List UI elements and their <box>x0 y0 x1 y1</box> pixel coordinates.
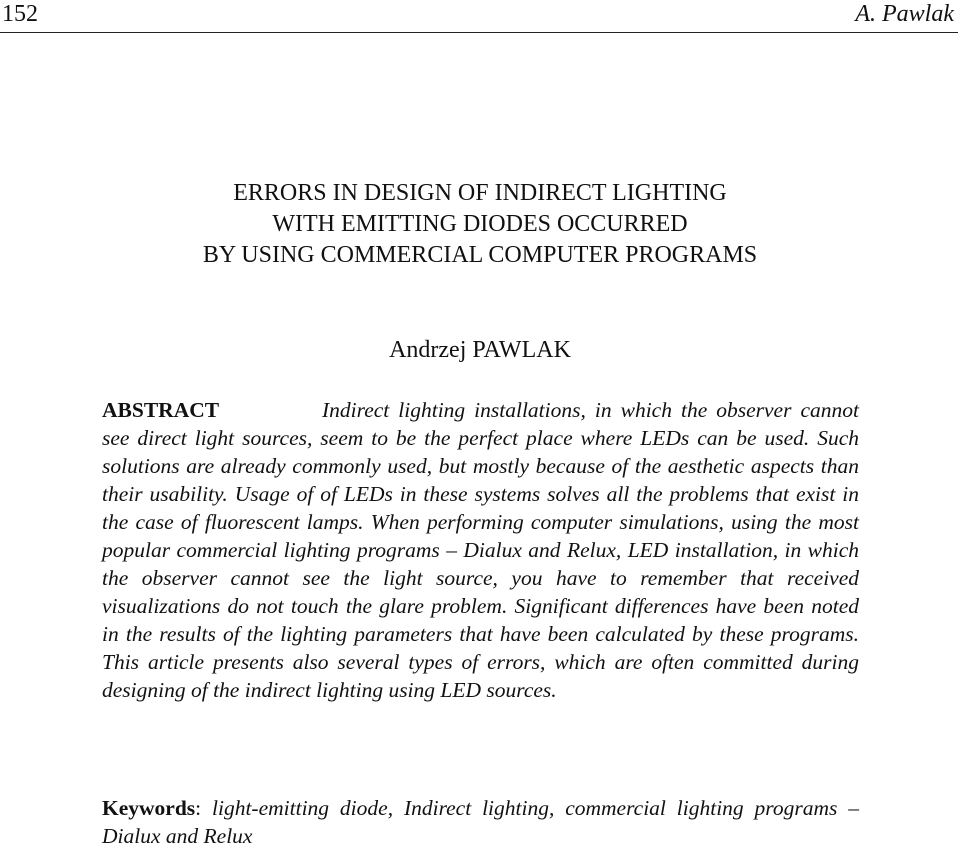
keywords-text: light-emitting diode, Indirect lighting, commercial lighting programs – Dialux and Relux <box>102 796 859 848</box>
keywords <box>102 794 859 850</box>
title-line: WITH EMITTING DIODES OCCURRED <box>272 211 688 237</box>
page-number: 152 <box>2 1 38 27</box>
running-author: A. Pawlak <box>855 1 954 27</box>
abstract-label: ABSTRACT <box>102 398 220 422</box>
paper-title <box>0 178 960 271</box>
keywords-separator: : <box>195 796 213 820</box>
author-name: Andrzej PAWLAK <box>389 337 571 363</box>
title-line: ERRORS IN DESIGN OF INDIRECT LIGHTING <box>233 180 727 206</box>
keywords-label: Keywords <box>102 796 196 820</box>
abstract <box>102 396 859 704</box>
title-line: BY USING COMMERCIAL COMPUTER PROGRAMS <box>202 242 758 268</box>
abstract-text: Indirect lighting installations, in which the observer cannot see direct light sources, seem to be the perfect place where LEDs can be used. Such solutions are already commonly used, but mostly because of the aesthetic aspects than their usability. Usage of of LEDs in these systems solves all the problems that exist in the case of fluorescent lamps. When performing computer simulations, using the most popular commercial lighting programs – Dialux and Relux, LED installation, in which the observer cannot see the light source, you have to remember that received visualizations do not touch the glare problem. Significant differences have been noted in the results of the lighting parameters that have been calculated by these programs. This article presents also several types of errors, which are often committed during designing of the indirect lighting using LED sources. <box>102 398 859 702</box>
running-head <box>0 0 958 33</box>
